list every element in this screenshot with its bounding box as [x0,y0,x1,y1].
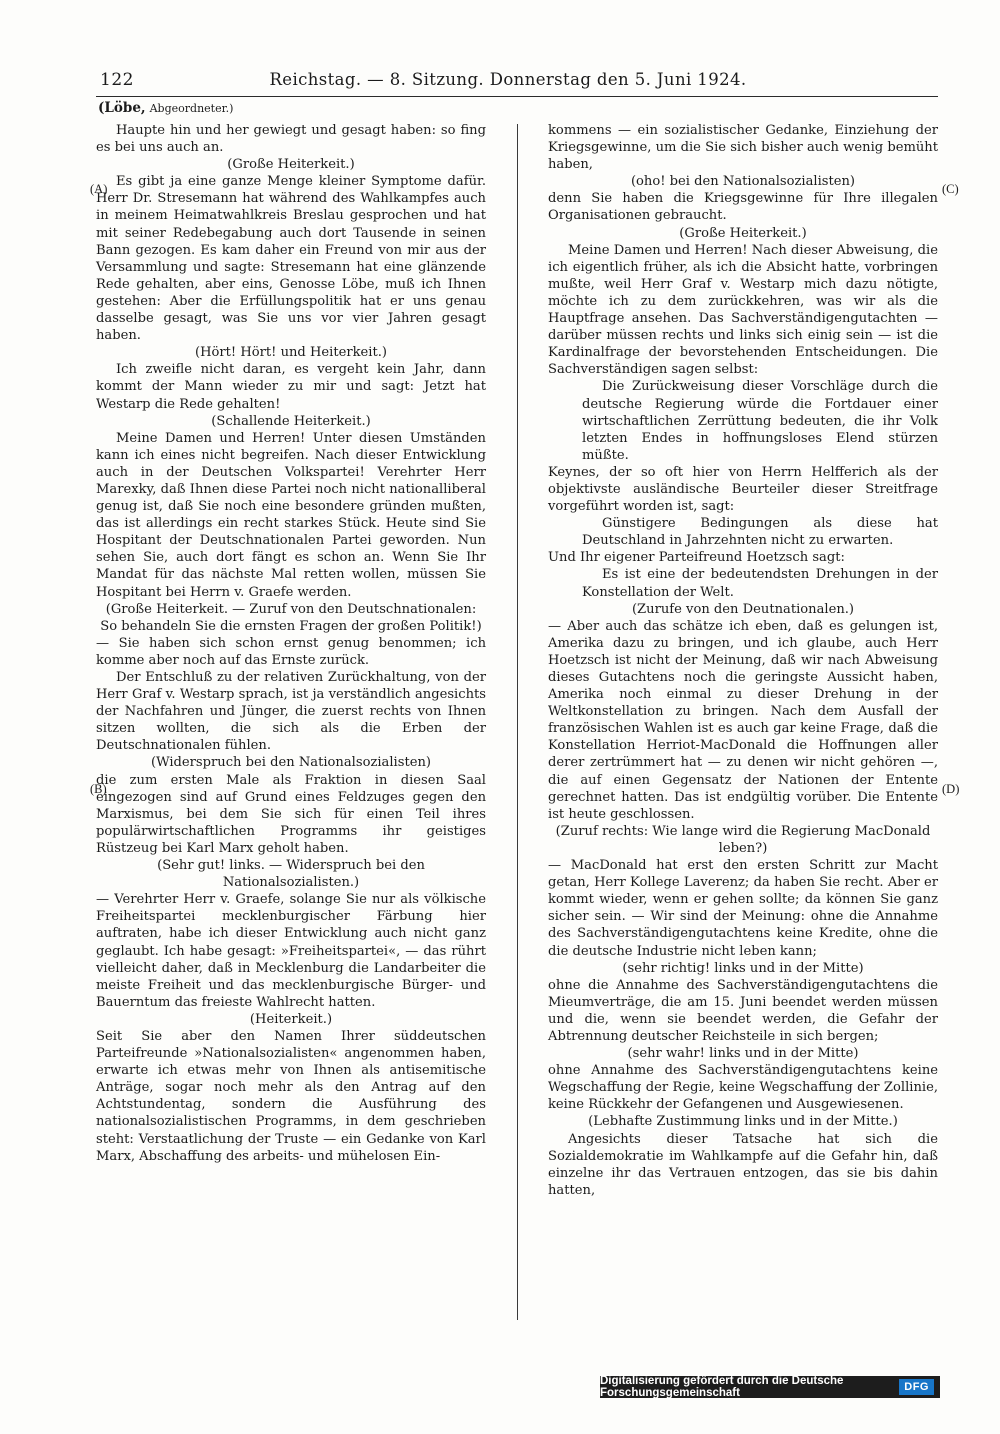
dfg-logo: DFG [899,1379,934,1395]
paragraph: (Lebhafte Zustimmung links und in der Mitte.) [588,1114,898,1130]
paragraph: (Zurufe von den Deutnationalen.) [631,601,855,617]
paragraph: ohne die Annahme des Sachverständigengutachtens die Mieumverträge, die am 15. Juni beendet werden müssen und die, wenn sie beendet werden, die Gefahr der Abtrennung deutscher Reichsteile in sich bergen; [548,977,938,1044]
paragraph: (sehr wahr! links und in der Mitte) [627,1046,859,1062]
digitization-text: Digitalisierung gefördert durch die Deutsche Forschungsgemeinschaft [600,1375,844,1399]
paragraph: (Hört! Hört! und Heiterkeit.) [194,345,388,361]
paragraph: Die Zurückweisung dieser Vorschläge durch die deutsche Regierung würde die Fortdauer einer wirtschaftlichen Zerrüttung bedeuten, die ihr Volk letzten Endes in hoffnungsloses Elend stürzen müßte. [582,379,938,463]
paragraph: — MacDonald hat erst den ersten Schritt zur Macht getan, Herr Kollege Laverenz; da haben Sie recht. Aber er kommt wieder, wenn er gehen sollte; da können Sie ganz sicher sein. — Wir sind der Meinung: ohne die Annahme des Sachverständigengutachtens keine Kredite, ohne die die deutsche Industrie nicht leben kann; [548,858,938,959]
speaker-role: Abgeordneter.) [149,102,234,115]
margin-marker-b: (B) [90,782,107,796]
paragraph: (Große Heiterkeit.) [227,157,355,173]
paragraph: (Große Heiterkeit.) [679,225,807,241]
column-divider [517,124,518,1320]
paragraph: (sehr richtig! links und in der Mitte) [622,960,864,976]
column-right [548,122,938,1332]
column-left [96,122,486,1332]
speaker-name: (Löbe, [98,100,146,116]
digitization-banner [600,1376,940,1398]
paragraph: (Widerspruch bei den Nationalsozialisten) [150,755,431,771]
margin-marker-a: (A) [90,182,108,196]
speaker-attribution [98,100,233,116]
paragraph: Seit Sie aber den Namen Ihrer süddeutschen Parteifreunde »Nationalsozialisten« angenommen haben, erwarte ich etwas mehr von Ihnen als antisemitische Anträge, sogar noch mehr als den Antrag auf den Achtstundentag, sondern die Ausführung des nationalsozialistischen Programms, in dem geschrieben steht: Verstaatlichung der Truste — ein Gedanke von Karl Marx, Abschaffung des arbeits- und mühelosen Ein- [96,1028,486,1164]
paragraph: (Heiterkeit.) [249,1011,333,1027]
paragraph: (Zuruf rechts: Wie lange wird die Regierung MacDonald leben?) [555,823,931,856]
paragraph: Es ist eine der bedeutendsten Drehungen in der Konstellation der Welt. [582,567,938,600]
paragraph: — Aber auch das schätze ich eben, daß es gelungen ist, Amerika dazu zu bringen, und ich glaube, auch Herr Hoetzsch ist nicht der Meinung, daß wir nach Abweisung dieses Gutachtens noch die geringste Aussicht haben, Amerika noch einmal zu dieser Drehung in der Weltkonstellation zu bringen. Nach dem Ausfall der französischen Wahlen ist es auch gar keine Frage, daß die Konstellation Herriot-MacDonald die Hoffnungen aller derer zertrümmert hat — zu denen wir nicht gehören —, die auf einen Gegensatz der Nationen der Entente gerechnet hatten. Das ist endgültig vorüber. Die Entente ist heute geschlossen. [548,618,938,822]
paragraph: Haupte hin und her gewiegt und gesagt haben: so fing es bei uns auch an. [96,123,486,156]
header-rule [96,96,938,97]
paragraph: denn Sie haben die Kriegsgewinne für Ihre illegalen Organisationen gebraucht. [548,191,938,224]
paragraph: — Verehrter Herr v. Graefe, solange Sie nur als völkische Freiheitspartei mecklenburgischer Färbung hier auftraten, habe ich dieser Entwicklung auch nicht ganz geglaubt. Ich habe gesagt: »Freiheitspartei«, — das rührt vielleicht daher, daß in Mecklenburg die Landarbeiter die meiste Freiheit und das mecklenburgische Bürger- und Bauerntum das freieste Wahlrecht hatten. [96,892,486,1010]
paragraph: (Sehr gut! links. — Widerspruch bei den Nationalsozialisten.) [157,858,425,891]
paragraph: — Sie haben sich schon ernst genug benommen; ich komme aber noch auf das Ernste zurück. [96,635,486,668]
paragraph: Meine Damen und Herren! Unter diesen Umständen kann ich eines nicht begreifen. Nach dieser Entwicklung auch in der Deutschen Volkspartei! Verehrter Herr Marexky, daß Ihnen diese Partei noch nicht nationalliberal genug ist, daß Sie noch eine besondere gründen mußten, das ist allerdings ein recht starkes Stück. Heute sind Sie Hospitant der Deutschnationalen Partei geworden. Nun sehen Sie, auch dort fängt es schon an. Wenn Sie Ihr Mandat für das nächste Mal retten wollen, müssen Sie Hospitant bei Herrn v. Graefe werden. [96,430,486,600]
margin-marker-c: (C) [942,182,959,196]
paragraph: (Große Heiterkeit. — Zuruf von den Deutschnationalen: So behandeln Sie die ernsten Fragen der großen Politik!) [100,601,482,634]
paragraph: Ich zweifle nicht daran, es vergeht kein Jahr, dann kommt der Mann wieder zu mir und sagt: Jetzt hat Westarp die Rede gehalten! [96,362,486,412]
paragraph: Keynes, der so oft hier von Herrn Helfferich als der objektivste ausländische Beurteiler dieser Streitfrage vorgeführt worden ist, sagt: [548,464,938,515]
paragraph: Angesichts dieser Tatsache hat sich die Sozialdemokratie im Wahlkampfe auf die Gefahr hin, daß einzelne ihr das Vertrauen entzogen, das sie bis dahin hatten, [548,1131,938,1198]
paragraph: Der Entschluß zu der relativen Zurückhaltung, von der Herr Graf v. Westarp sprach, ist ja verständlich angesichts der Nachfahren und Jünger, die zuerst rechts von Ihnen sitzen wollten, die sich als die Erben der Deutschnationalen fühlen. [96,670,486,754]
paragraph: kommens — ein sozialistischer Gedanke, Einziehung der Kriegsgewinne, um die Sie sich bisher auch wenig bemüht haben, [548,123,938,173]
page-header [78,66,938,100]
page-content [78,66,960,1366]
two-column-body [90,122,960,1332]
paragraph: die zum ersten Male als Fraktion in diesen Saal eingezogen sind auf Grund eines Feldzuges gegen den Marxismus, bei dem Sie sich für einen Teil ihres populärwirtschaftlichen Programms ihr geistiges Rüstzeug bei Karl Marx geholt haben. [96,772,486,856]
paragraph: Günstigere Bedingungen als diese hat Deutschland in Jahrzehnten nicht zu erwarten. [582,516,938,549]
page-number: 122 [100,70,134,90]
paragraph: ohne Annahme des Sachverständigengutachtens keine Wegschaffung der Regie, keine Wegschaffung der Zollinie, keine Rückkehr der Gefangenen und Ausgewiesenen. [548,1063,938,1113]
paragraph: (oho! bei den Nationalsozialisten) [630,174,856,190]
margin-marker-d: (D) [942,782,960,796]
paragraph: Meine Damen und Herren! Nach dieser Abweisung, die ich eigentlich früher, als ich die Absicht hatte, vorbringen mußte, weil Herr Graf v. Westarp mich dazu nötigte, möchte ich zu dem zurückkehren, was wir als die Hauptfrage ansehen. Das Sachverständigengutachten — darüber müssen rechts und links sich einig sein — ist die Kardinalfrage der bevorstehenden Entscheidungen. Die Sachverständigen sagen selbst: [548,242,938,378]
running-head: Reichstag. — 8. Sitzung. Donnerstag den 5. Juni 1924. [269,70,747,89]
paragraph: Es gibt ja eine ganze Menge kleiner Symptome dafür. Herr Dr. Stresemann hat während des Wahlkampfes auch in meinem Heimatwahlkreis Breslau gesprochen und hat mit seiner Redebegabung auch dort Tausende in seinen Bann gezogen. Es kam daher ein Freund von mir aus der Versammlung und sagte: Stresemann hat eine glänzende Rede gehalten, aber eins, Genosse Löbe, muß ich Ihnen gestehen: Aber die Erfüllungspolitik hat er uns genau dasselbe gesagt, was Sie uns vor vier Jahren gesagt haben. [96,174,486,344]
paragraph: (Schallende Heiterkeit.) [211,413,371,429]
paragraph: Und Ihr eigener Parteifreund Hoetzsch sagt: [548,550,845,566]
